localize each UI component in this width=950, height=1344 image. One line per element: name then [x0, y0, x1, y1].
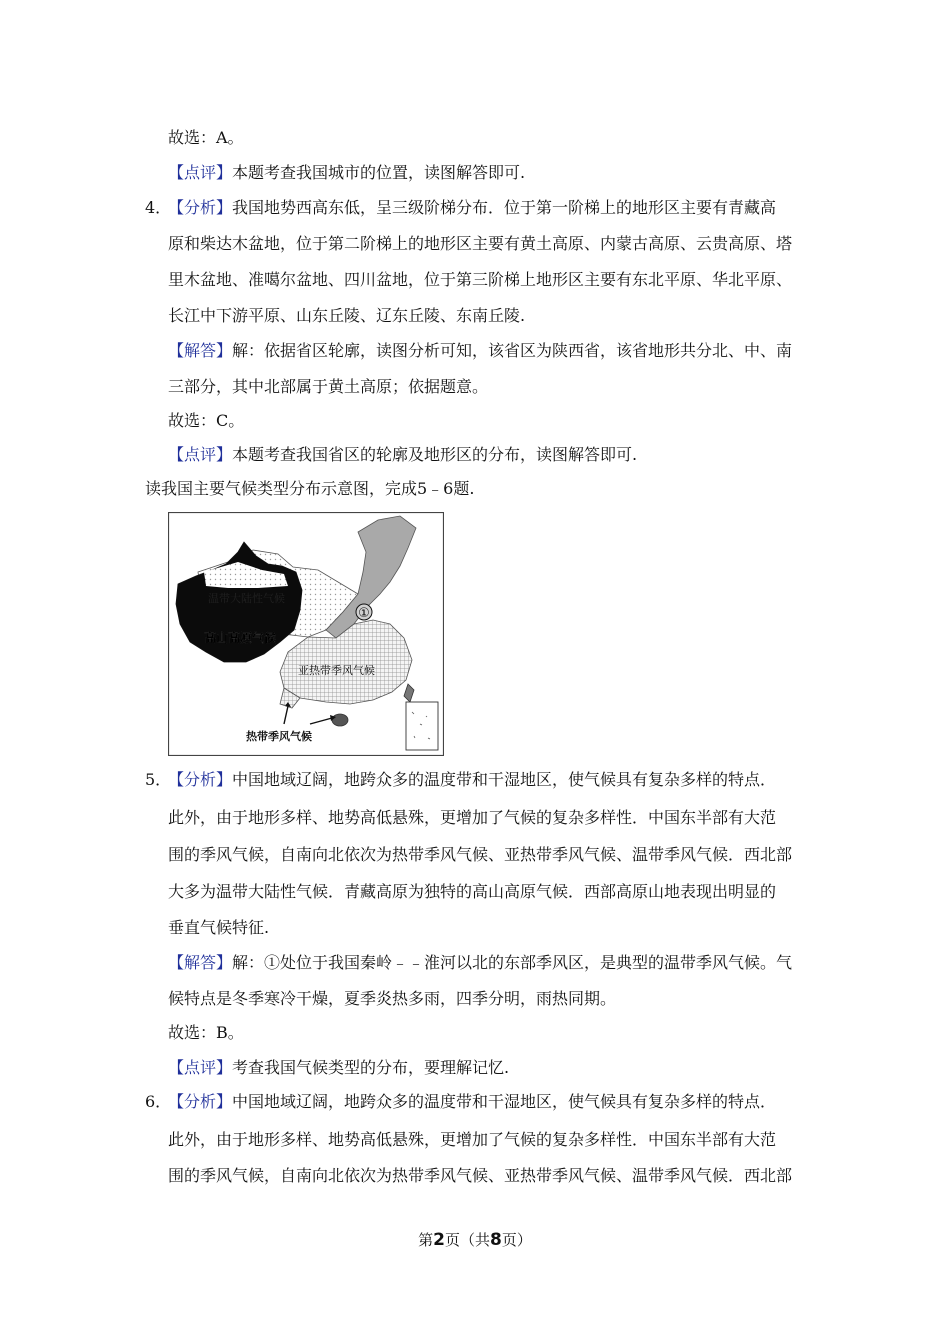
analysis-tag: 【分析】 — [168, 198, 233, 217]
total-pages: 8 — [490, 1230, 502, 1250]
q5-solution-line — [168, 953, 792, 973]
q6-analysis-line — [168, 1092, 776, 1112]
q5-number: 5． — [145, 770, 172, 789]
q4-solution-line: 三部分，其中北部属于黄土高原；依据题意。 — [168, 377, 489, 396]
q4-answer: 故选：C。 — [168, 411, 245, 430]
page-footer — [0, 1230, 950, 1250]
south-sea-inset — [406, 702, 438, 750]
comment-text: 考查我国气候类型的分布，要理解记忆. — [232, 1058, 510, 1077]
footer-middle: 页（共 — [444, 1231, 490, 1249]
marker-one-label: ① — [358, 606, 370, 621]
q6-analysis-line: 围的季风气候，自南向北依次为热带季风气候、亚热带季风气候、温带季风气候．西北部 — [168, 1166, 793, 1185]
solution-tag: 【解答】 — [168, 341, 233, 360]
comment-tag: 【点评】 — [168, 163, 233, 182]
solution-tag: 【解答】 — [168, 953, 233, 972]
footer-prefix: 第 — [418, 1231, 434, 1249]
q5-analysis-line: 大多为温带大陆性气候．青藏高原为独特的高山高原气候．西部高原山地表现出明显的 — [168, 882, 777, 901]
q4-analysis-line — [168, 198, 776, 218]
comment-text: 本题考查我国城市的位置，读图解答即可. — [232, 163, 526, 182]
q5-comment — [168, 1058, 509, 1078]
climate-map — [168, 512, 444, 756]
solution-text: 解：依据省区轮廓，读图分析可知，该省区为陕西省，该省地形共分北、中、南 — [232, 341, 793, 360]
q6-number: 6． — [145, 1092, 172, 1111]
q4-solution-line — [168, 341, 792, 361]
q5-analysis-line: 此外，由于地形多样、地势高低悬殊，更增加了气候的复杂多样性．中国东半部有大范 — [168, 808, 777, 827]
footer-suffix: 页） — [501, 1231, 532, 1249]
analysis-tag: 【分析】 — [168, 1092, 233, 1111]
q5-solution-line: 候特点是冬季寒冷干燥，夏季炎热多雨，四季分明，雨热同期。 — [168, 989, 617, 1008]
analysis-text: 中国地域辽阔，地跨众多的温度带和干湿地区，使气候具有复杂多样的特点． — [232, 1092, 777, 1111]
analysis-tag: 【分析】 — [168, 770, 233, 789]
plateau-label: 高山高原气候 — [204, 631, 277, 645]
q3-answer: 故选：A。 — [168, 128, 244, 147]
solution-text: 解：①处位于我国秦岭﹣﹣淮河以北的东部季风区，是典型的温带季风气候。气 — [232, 953, 793, 972]
map-intro: 读我国主要气候类型分布示意图，完成5﹣6题. — [145, 479, 475, 498]
comment-text: 本题考查我国省区的轮廓及地形区的分布，读图解答即可. — [232, 445, 638, 464]
page-number: 2 — [433, 1230, 445, 1250]
q4-analysis-line: 里木盆地、准噶尔盆地、四川盆地，位于第三阶梯上地形区主要有东北平原、华北平原、 — [168, 270, 793, 289]
q5-analysis-line — [168, 770, 776, 790]
q5-analysis-line: 垂直气候特征. — [168, 918, 270, 937]
tropical-label: 热带季风气候 — [246, 730, 312, 743]
comment-tag: 【点评】 — [168, 1058, 233, 1077]
q4-analysis-line: 长江中下游平原、山东丘陵、辽东丘陵、东南丘陵. — [168, 306, 526, 325]
q6-analysis-line: 此外，由于地形多样、地势高低悬殊，更增加了气候的复杂多样性．中国东半部有大范 — [168, 1130, 777, 1149]
q4-number: 4． — [145, 198, 172, 217]
analysis-text: 我国地势西高东低，呈三级阶梯分布．位于第一阶梯上的地形区主要有青藏高 — [232, 198, 777, 217]
q5-analysis-line: 围的季风气候，自南向北依次为热带季风气候、亚热带季风气候、温带季风气候．西北部 — [168, 845, 793, 864]
q4-analysis-line: 原和柴达木盆地，位于第二阶梯上的地形区主要有黄土高原、内蒙古高原、云贵高原、塔 — [168, 234, 793, 253]
analysis-text: 中国地域辽阔，地跨众多的温度带和干湿地区，使气候具有复杂多样的特点． — [232, 770, 777, 789]
temperate-continental-label: 温带大陆性气候 — [208, 592, 285, 605]
comment-tag: 【点评】 — [168, 445, 233, 464]
q4-comment — [168, 445, 637, 465]
q3-comment — [168, 163, 525, 183]
hainan-island — [332, 714, 348, 726]
q5-answer: 故选：B。 — [168, 1023, 244, 1042]
subtropical-label: 亚热带季风气候 — [298, 664, 375, 677]
